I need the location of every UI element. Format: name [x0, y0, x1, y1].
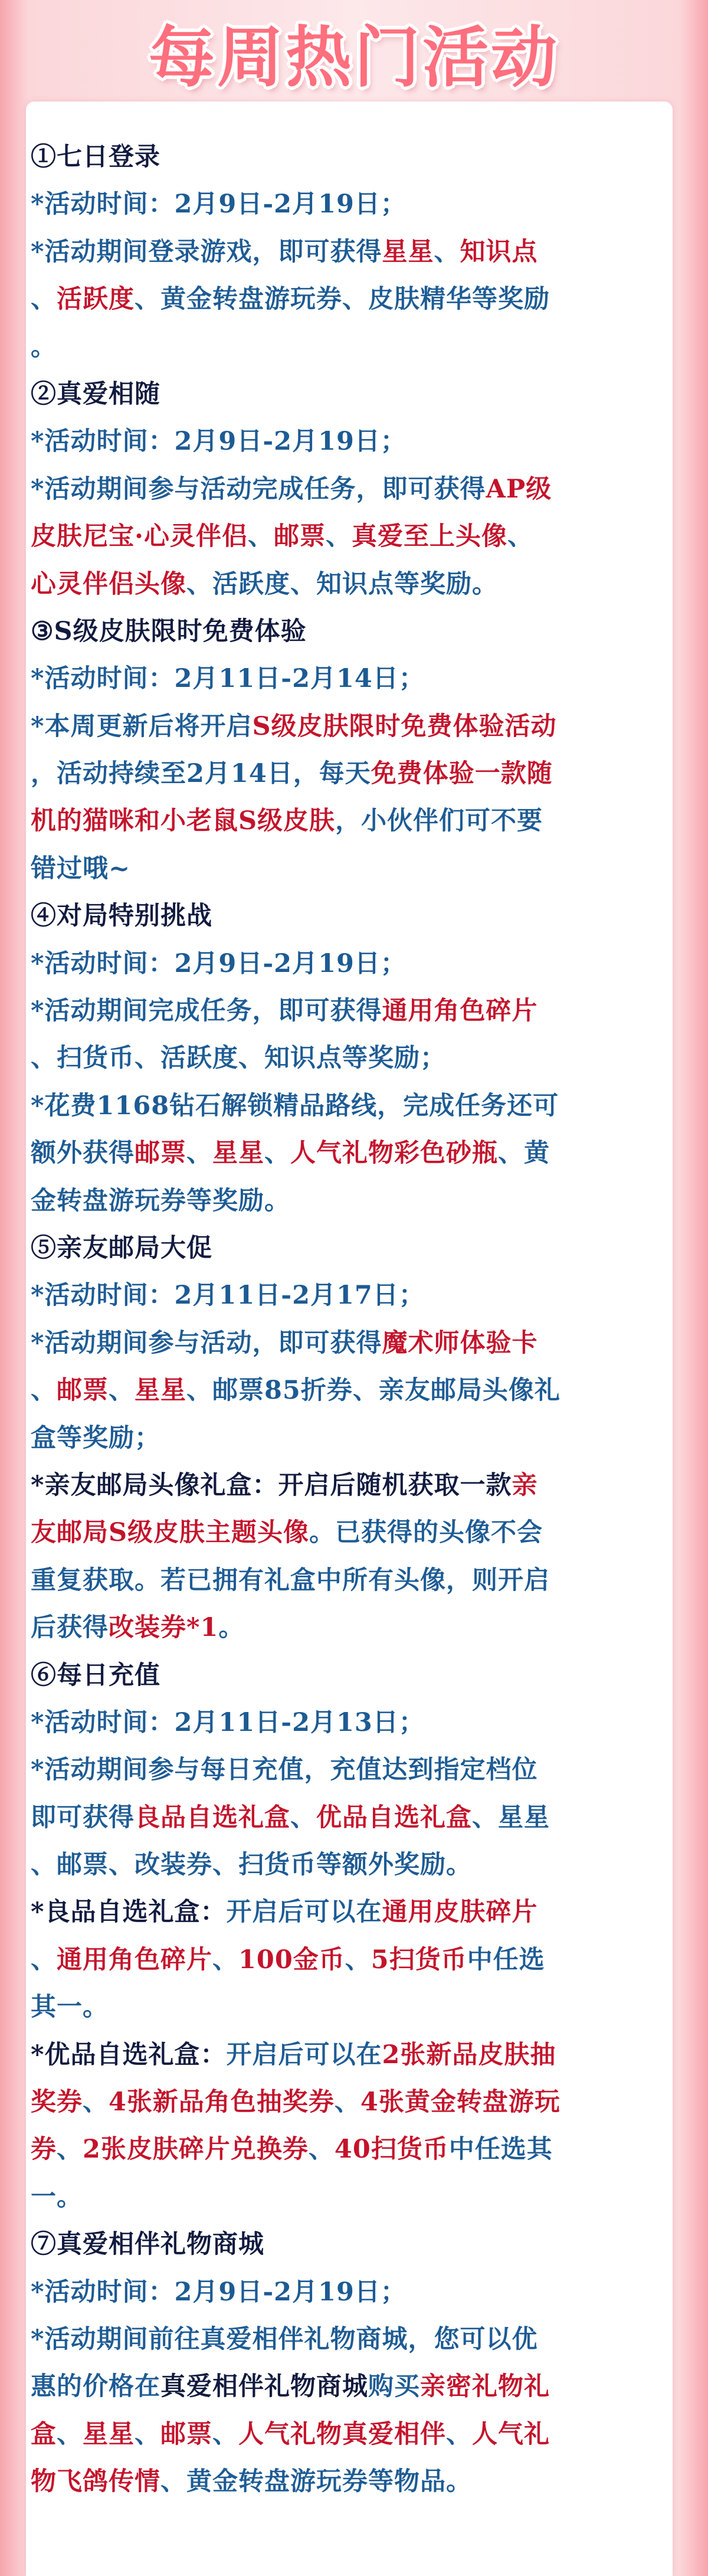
text-line — [31, 750, 674, 797]
body-text: 开启后可以在 — [226, 1897, 382, 1927]
highlight-text: 5扫货币 — [371, 1945, 467, 1975]
highlight-text: 人气礼物真爱相伴 — [238, 2419, 446, 2449]
highlight-text: 人气礼 — [472, 2419, 550, 2449]
body-text: 、 — [290, 1802, 316, 1832]
text-line — [31, 1841, 674, 1888]
body-text: 、扫货币、活跃度、知识点等奖励； — [31, 1043, 446, 1073]
text-line — [31, 2031, 674, 2079]
heading-text: ⑦真爱相伴礼物商城 — [31, 2230, 264, 2260]
text-line — [31, 1604, 674, 1651]
section-heading — [31, 371, 674, 418]
heading-text: ③S级皮肤限时免费体验 — [31, 616, 307, 646]
body-text: 。 — [218, 1613, 245, 1643]
body-text: 、活跃度、知识点等奖励。 — [186, 569, 498, 599]
body-text: 、黄金转盘游玩券等物品。 — [160, 2467, 472, 2497]
text-line — [31, 1794, 674, 1841]
heading-text: *优品自选礼盒： — [31, 2040, 227, 2070]
body-text: 、邮票、改装券、扫货币等额外奖励。 — [31, 1850, 472, 1880]
highlight-text: S级皮肤限时免费体验活动 — [252, 711, 557, 741]
body-text: *活动时间：2月11日-2月14日； — [31, 664, 425, 694]
highlight-text: 券 — [31, 2135, 57, 2165]
body-text: 。 — [31, 332, 57, 362]
text-line — [31, 2363, 674, 2410]
highlight-text: 40扫货币 — [334, 2135, 449, 2165]
body-text: 、 — [31, 284, 57, 315]
body-text: 购买 — [368, 2372, 420, 2402]
highlight-text: 星星 — [212, 1138, 264, 1168]
highlight-text: 2张新品皮肤抽 — [382, 2040, 556, 2070]
highlight-text: 良品自选礼盒 — [135, 1802, 290, 1832]
body-text: 盒等奖励； — [31, 1423, 160, 1453]
text-line — [31, 703, 674, 750]
highlight-text: 星星 — [382, 237, 434, 267]
highlight-text: 活跃度 — [57, 284, 135, 315]
text-line — [31, 418, 674, 465]
highlight-text: 心灵伴侣头像 — [31, 569, 186, 599]
text-line — [31, 987, 674, 1035]
text-line — [31, 2458, 674, 2505]
body-text: *活动期间前往真爱相伴礼物商城，您可以优 — [31, 2324, 538, 2354]
text-line — [31, 845, 674, 892]
text-line — [31, 228, 674, 276]
text-line — [31, 1272, 674, 1319]
body-text: 、 — [135, 2419, 160, 2449]
text-line — [31, 181, 674, 228]
title-wrap — [0, 17, 708, 99]
highlight-text: 友邮局S级皮肤主题头像 — [31, 1518, 310, 1548]
text-line — [31, 1082, 674, 1130]
text-line — [31, 2316, 674, 2363]
heading-text: *良品自选礼盒： — [31, 1897, 227, 1927]
body-text: 一。 — [31, 2182, 83, 2212]
highlight-text: 亲 — [512, 1470, 538, 1500]
text-line — [31, 1557, 674, 1604]
highlight-text: 奖券 — [31, 2087, 83, 2117]
heading-text: ⑥每日充值 — [31, 1660, 160, 1690]
text-line — [31, 1130, 674, 1177]
text-line — [31, 1936, 674, 1983]
highlight-text: 盒 — [31, 2419, 57, 2449]
body-text: 。已获得的头像不会 — [309, 1518, 543, 1548]
text-line — [31, 1509, 674, 1556]
body-text: 错过哦~ — [31, 853, 131, 883]
body-text: *活动时间：2月11日-2月17日； — [31, 1281, 425, 1311]
body-text: 中任选其 — [448, 2135, 553, 2165]
body-text: 中任选 — [467, 1945, 545, 1975]
highlight-text: 星星 — [83, 2419, 135, 2449]
text-line — [31, 513, 674, 560]
text-line — [31, 797, 674, 845]
body-text: 、 — [212, 2419, 238, 2449]
body-text: 、 — [325, 522, 352, 552]
body-text: 重复获取。若已拥有礼盒中所有头像，则开启 — [31, 1565, 550, 1595]
highlight-text: 邮票 — [57, 1376, 109, 1406]
section-heading — [31, 608, 674, 655]
text-line — [31, 940, 674, 987]
body-text: 、 — [83, 2087, 109, 2117]
text-line — [31, 1035, 674, 1082]
section-heading — [31, 1652, 674, 1699]
body-text: 后获得 — [31, 1613, 109, 1643]
body-text: *活动期间登录游戏，即可获得 — [31, 237, 382, 267]
body-text: 、邮票85折券、亲友邮局头像礼 — [186, 1376, 560, 1406]
highlight-text: 邮票 — [273, 522, 326, 552]
text-line — [31, 1462, 674, 1509]
highlight-text: 4张黄金转盘游玩 — [360, 2087, 560, 2117]
body-text: 、 — [247, 522, 274, 552]
highlight-text: AP级 — [486, 474, 552, 504]
body-text: 、 — [345, 1945, 371, 1975]
highlight-text: 2张皮肤碎片兑换券 — [83, 2135, 309, 2165]
highlight-text: 邮票 — [160, 2419, 212, 2449]
heading-text: 真爱相伴礼物商城 — [160, 2372, 368, 2402]
body-text: *活动期间完成任务，即可获得 — [31, 996, 382, 1026]
body-text: 惠的价格在 — [31, 2372, 160, 2402]
body-text: *活动期间参与活动，即可获得 — [31, 1328, 382, 1358]
body-text: 其一。 — [31, 1992, 109, 2022]
text-line — [31, 655, 674, 702]
highlight-text: 4张新品角色抽奖券 — [109, 2087, 335, 2117]
body-text: 、星星 — [472, 1802, 550, 1832]
body-text: 开启后可以在 — [226, 2040, 382, 2070]
highlight-text: 知识点 — [460, 237, 538, 267]
text-line — [31, 1320, 674, 1367]
body-text: 金转盘游玩券等奖励。 — [31, 1186, 290, 1216]
section-heading — [31, 2221, 674, 2268]
body-text: *活动时间：2月9日-2月19日； — [31, 2277, 407, 2307]
body-text: 、 — [212, 1945, 238, 1975]
text-line — [31, 1699, 674, 1746]
text-line — [31, 323, 674, 371]
highlight-text: 优品自选礼盒 — [316, 1802, 472, 1832]
text-line — [31, 466, 674, 513]
section-heading — [31, 133, 674, 181]
body-text: 、 — [446, 2419, 472, 2449]
text-line — [31, 2269, 674, 2316]
highlight-text: 邮票 — [135, 1138, 186, 1168]
body-text: 、 — [109, 1376, 135, 1406]
body-text: 、黄 — [498, 1138, 550, 1168]
highlight-text: 物飞鸽传情 — [31, 2467, 160, 2497]
body-text: *活动期间参与每日充值，充值达到指定档位 — [31, 1755, 538, 1785]
section-heading — [31, 892, 674, 940]
body-text: 、 — [334, 2087, 360, 2117]
text-line — [31, 1888, 674, 1936]
heading-text: ⑤亲友邮局大促 — [31, 1233, 212, 1263]
body-text: 、 — [57, 2419, 83, 2449]
body-text: 、 — [434, 237, 460, 267]
body-text: *活动时间：2月11日-2月13日； — [31, 1707, 425, 1737]
body-text: *活动时间：2月9日-2月19日； — [31, 427, 407, 457]
body-text: 、 — [57, 2135, 83, 2165]
text-line — [31, 561, 674, 608]
highlight-text: 改装券*1 — [109, 1613, 219, 1643]
heading-text: ①七日登录 — [31, 142, 160, 172]
highlight-text: 皮肤尼宝·心灵伴侣 — [31, 522, 248, 552]
body-text: 、 — [186, 1138, 212, 1168]
highlight-text: 魔术师体验卡 — [382, 1328, 538, 1358]
heading-text: ②真爱相随 — [31, 379, 160, 409]
page-title: 每周热门活动 — [149, 19, 559, 96]
body-text: *本周更新后将开启 — [31, 711, 253, 741]
body-text: 额外获得 — [31, 1138, 135, 1168]
body-text: ，活动持续至2月14日，每天 — [31, 759, 371, 789]
body-text: 、 — [507, 522, 533, 552]
highlight-text: 通用角色碎片 — [382, 996, 538, 1026]
text-line — [31, 1746, 674, 1793]
highlight-text: 通用皮肤碎片 — [382, 1897, 538, 1927]
highlight-text: 免费体验一款随 — [371, 759, 553, 789]
text-line — [31, 2079, 674, 2126]
text-line — [31, 2411, 674, 2458]
body-text: *花费1168钻石解锁精品路线，完成任务还可 — [31, 1091, 559, 1121]
heading-text: *亲友邮局头像礼盒：开启后随机获取一款 — [31, 1470, 512, 1500]
text-line — [31, 1177, 674, 1225]
highlight-text: 通用角色碎片 — [57, 1945, 212, 1975]
text-line — [31, 1367, 674, 1414]
body-text: 、黄金转盘游玩券、皮肤精华等奖励 — [135, 284, 550, 315]
body-text: ，小伙伴们可不要 — [335, 806, 543, 836]
highlight-text: 亲密礼物礼 — [420, 2372, 550, 2402]
heading-text: ④对局特别挑战 — [31, 901, 212, 931]
highlight-text: 机的猫咪和小老鼠S级皮肤 — [31, 806, 336, 836]
text-line — [31, 1415, 674, 1462]
text-line — [31, 276, 674, 323]
text-line — [31, 2126, 674, 2173]
event-list — [31, 133, 674, 2506]
text-line — [31, 1983, 674, 2031]
body-text: *活动时间：2月9日-2月19日； — [31, 948, 407, 978]
text-line — [31, 2174, 674, 2221]
highlight-text: 真爱至上头像 — [351, 522, 507, 552]
body-text: 、 — [264, 1138, 290, 1168]
section-heading — [31, 1225, 674, 1272]
highlight-text: 100金币 — [238, 1945, 345, 1975]
body-text: *活动时间：2月9日-2月19日； — [31, 189, 407, 220]
body-text: *活动期间参与活动完成任务，即可获得 — [31, 474, 486, 504]
highlight-text: 星星 — [135, 1376, 186, 1406]
body-text: 即可获得 — [31, 1802, 135, 1832]
body-text: 、 — [31, 1945, 57, 1975]
body-text: 、 — [31, 1376, 57, 1406]
highlight-text: 人气礼物彩色砂瓶 — [290, 1138, 498, 1168]
body-text: 、 — [308, 2135, 335, 2165]
